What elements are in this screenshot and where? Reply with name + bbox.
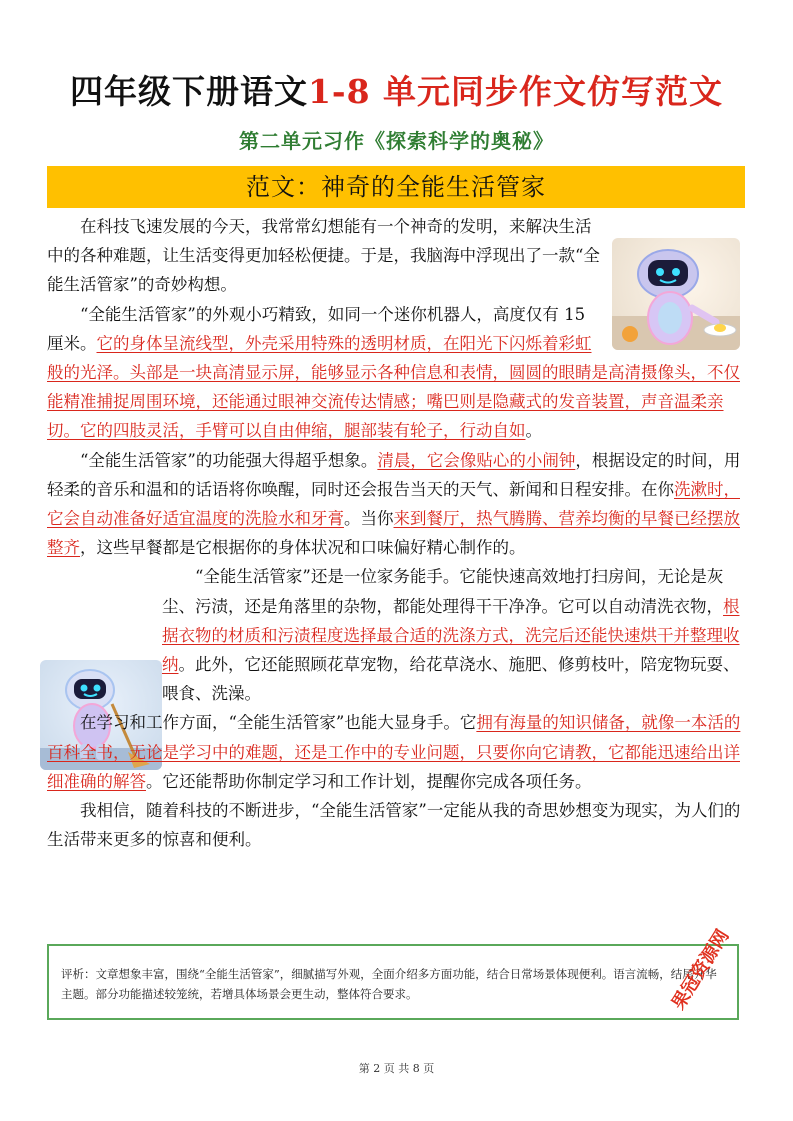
paragraph-1-text: 在科技飞速发展的今天，我常常幻想能有一个神奇的发明，来解决生活中的各种难题，让生活变得更加轻松便捷。于是，我脑海中浮现出了一款“全能生活管家”的奇妙构想。: [47, 217, 600, 295]
image-float-spacer-top: [603, 238, 753, 350]
paragraph-4-highlight: 根据衣物的材质和污渍程度选择最合适的洗涤方式，洗完后还能快速烘干并整理收纳: [162, 596, 740, 675]
image-float-spacer-bottom: [40, 591, 162, 703]
paragraph-3-highlight-3: 来到餐厅，热气腾腾、营养均衡的早餐已经摆放整齐: [47, 509, 740, 558]
essay-body: [47, 212, 753, 854]
paragraph-3-highlight-1: 清晨，它会像贴心的小闹钟: [377, 450, 576, 470]
paragraph-2-highlight: 它的身体呈流线型，外壳采用特殊的透明材质，在阳光下闪烁着彩虹般的光泽。头部是一块高清显示屏，能够显示各种信息和表情，圆圆的眼睛是高清摄像头，不仅能精准捕捉周围环境，还能通过眼神交流传达情感；嘴巴则是隐藏式的发音装置，声音温柔亲切。它的四肢灵活，手臂可以自由伸缩，腿部装有轮子，行动自如: [47, 333, 740, 441]
page-subtitle: 第二单元习作《探索科学的奥秘》: [239, 129, 554, 153]
paragraph-3-highlight-2: 洗漱时，它会自动准备好适宜温度的洗脸水和牙膏: [47, 479, 740, 529]
teacher-comment-box: 评析：文章想象丰富，围绕“全能生活管家”，细腻描写外观，全面介绍多方面功能，结合日常场景体现便利。语言流畅，结尾升华主题。部分功能描述较笼统，若增具体场景会更生动，整体符合要求。: [47, 944, 739, 1020]
paragraph-5-text-b: 。它还能帮助你制定学习和工作计划，提醒你完成各项任务。: [146, 771, 592, 791]
paragraph-4-text-a: “全能生活管家”还是一位家务能手。它能快速高效地打扫房间，无论是灰尘、污渍，还是角落里的杂物，都能处理得干干净净。它可以自动清洗衣物，: [162, 567, 724, 616]
paragraph-3-text-d: ，这些早餐都是它根据你的身体状况和口味偏好精心制作的。: [80, 538, 526, 558]
paragraph-6-text: 我相信，随着科技的不断进步，“全能生活管家”一定能从我的奇思妙想变为现实，为人们的生活带来更多的惊喜和便利。: [47, 801, 741, 850]
paragraph-3-text-c: 。当你: [344, 509, 394, 529]
paragraph-6: [47, 796, 753, 854]
essay-title-banner: 范文：神奇的全能生活管家: [47, 166, 745, 208]
title-part-grade: 四年级下册语文: [69, 72, 308, 111]
paragraph-4-text-b: 。此外，它还能照顾花草宠物，给花草浇水、施肥、修剪枝叶，陪宠物玩耍、喂食、洗澡。: [162, 655, 740, 704]
paragraph-3-text-b: ，根据设定的时间，用轻柔的音乐和温和的话语将你唤醒，同时还会报告当天的天气、新闻和日程安排。在你: [47, 450, 741, 499]
title-part-unit: 1-8 单元同步作文仿写范文: [307, 72, 724, 111]
paragraph-5-highlight: 拥有海量的知识储备，就像一本活的百科全书，无论是学习中的难题，还是工作中的专业问题，只要你向它请教，它都能迅速给出详细准确的解答: [47, 713, 741, 791]
paragraph-2-end: 。: [525, 421, 542, 441]
paragraph-5: [47, 708, 753, 796]
paragraph-3-text-a: “全能生活管家”的功能强大得超乎想象。: [80, 450, 378, 470]
paragraph-5-text-a: 在学习和工作方面，“全能生活管家”也能大显身手。它: [80, 713, 477, 733]
watermark-text: 果冠资源网: [667, 925, 734, 1014]
page-title: [0, 70, 793, 114]
paragraph-2-text-a: “全能生活管家”的外观小巧精致，如同一个迷你机器人，高度仅有 15 厘米。: [47, 304, 586, 353]
paragraph-3: [47, 446, 753, 563]
page-number: 第 2 页 共 8 页: [358, 1062, 435, 1075]
